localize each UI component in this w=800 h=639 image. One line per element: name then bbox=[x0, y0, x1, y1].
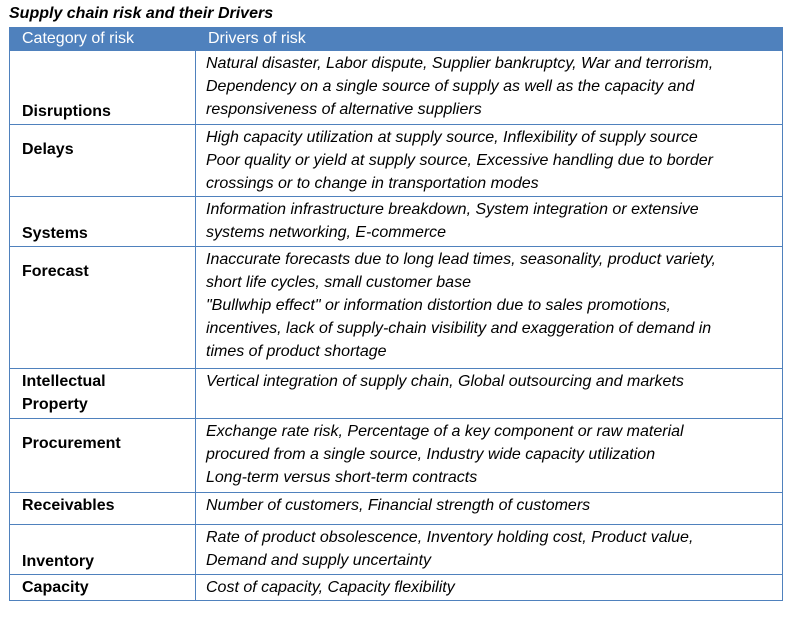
driver-line: Long-term versus short-term contracts bbox=[206, 469, 478, 486]
driver-line: short life cycles, small customer base bbox=[206, 274, 471, 291]
driver-line: Number of customers, Financial strength of customers bbox=[206, 497, 591, 514]
driver-line: Demand and supply uncertainty bbox=[206, 552, 432, 569]
drivers-cell bbox=[196, 525, 783, 575]
driver-line: High capacity utilization at supply source, Inflexibility of supply source bbox=[206, 129, 698, 146]
table-row bbox=[10, 197, 783, 247]
table-row bbox=[10, 493, 783, 525]
table-row bbox=[10, 51, 783, 125]
driver-line: times of product shortage bbox=[206, 343, 387, 360]
driver-line: Vertical integration of supply chain, Global outsourcing and markets bbox=[206, 373, 684, 390]
drivers-cell bbox=[196, 125, 783, 197]
category-cell: Receivables bbox=[10, 493, 196, 525]
driver-line: Rate of product obsolescence, Inventory holding cost, Product value, bbox=[206, 529, 694, 546]
driver-line: "Bullwhip effect" or information distortion due to sales promotions, bbox=[206, 297, 671, 314]
drivers-cell bbox=[196, 419, 783, 493]
category-cell: Delays bbox=[10, 125, 196, 197]
driver-line: crossings or to change in transportation modes bbox=[206, 175, 539, 192]
driver-line: incentives, lack of supply-chain visibility and exaggeration of demand in bbox=[206, 320, 712, 337]
category-cell: Forecast bbox=[10, 247, 196, 369]
driver-line: procured from a single source, Industry wide capacity utilization bbox=[206, 446, 656, 463]
driver-line: Exchange rate risk, Percentage of a key component or raw material bbox=[206, 423, 684, 440]
driver-line: Dependency on a single source of supply as well as the capacity and bbox=[206, 78, 695, 95]
drivers-cell bbox=[196, 51, 783, 125]
category-cell: Disruptions bbox=[10, 51, 196, 125]
table-caption: Supply chain risk and their Drivers bbox=[9, 5, 274, 22]
driver-line: responsiveness of alternative suppliers bbox=[206, 101, 482, 118]
driver-line: Information infrastructure breakdown, System integration or extensive bbox=[206, 201, 699, 218]
risk-drivers-table bbox=[9, 27, 783, 601]
category-cell: Inventory bbox=[10, 525, 196, 575]
drivers-cell bbox=[196, 369, 783, 419]
table-row bbox=[10, 369, 783, 419]
category-cell: Systems bbox=[10, 197, 196, 247]
drivers-cell bbox=[196, 247, 783, 369]
table-row bbox=[10, 575, 783, 601]
category-cell: Procurement bbox=[10, 419, 196, 493]
driver-line: Natural disaster, Labor dispute, Supplier bankruptcy, War and terrorism, bbox=[206, 55, 714, 72]
table-header-row bbox=[10, 27, 783, 51]
header-drivers: Drivers of risk bbox=[196, 27, 783, 51]
header-category: Category of risk bbox=[10, 27, 196, 51]
driver-line: Inaccurate forecasts due to long lead times, seasonality, product variety, bbox=[206, 251, 716, 268]
category-cell bbox=[10, 369, 196, 419]
table-row bbox=[10, 419, 783, 493]
driver-line: systems networking, E-commerce bbox=[206, 224, 447, 241]
category-cell: Capacity bbox=[10, 575, 196, 601]
drivers-cell bbox=[196, 493, 783, 525]
drivers-cell bbox=[196, 575, 783, 601]
category-line: Property bbox=[22, 396, 88, 413]
table-row bbox=[10, 125, 783, 197]
driver-line: Poor quality or yield at supply source, Excessive handling due to border bbox=[206, 152, 713, 169]
table-row bbox=[10, 247, 783, 369]
driver-line: Cost of capacity, Capacity flexibility bbox=[206, 579, 455, 596]
drivers-cell bbox=[196, 197, 783, 247]
table-row bbox=[10, 525, 783, 575]
category-line: Intellectual bbox=[22, 373, 106, 390]
